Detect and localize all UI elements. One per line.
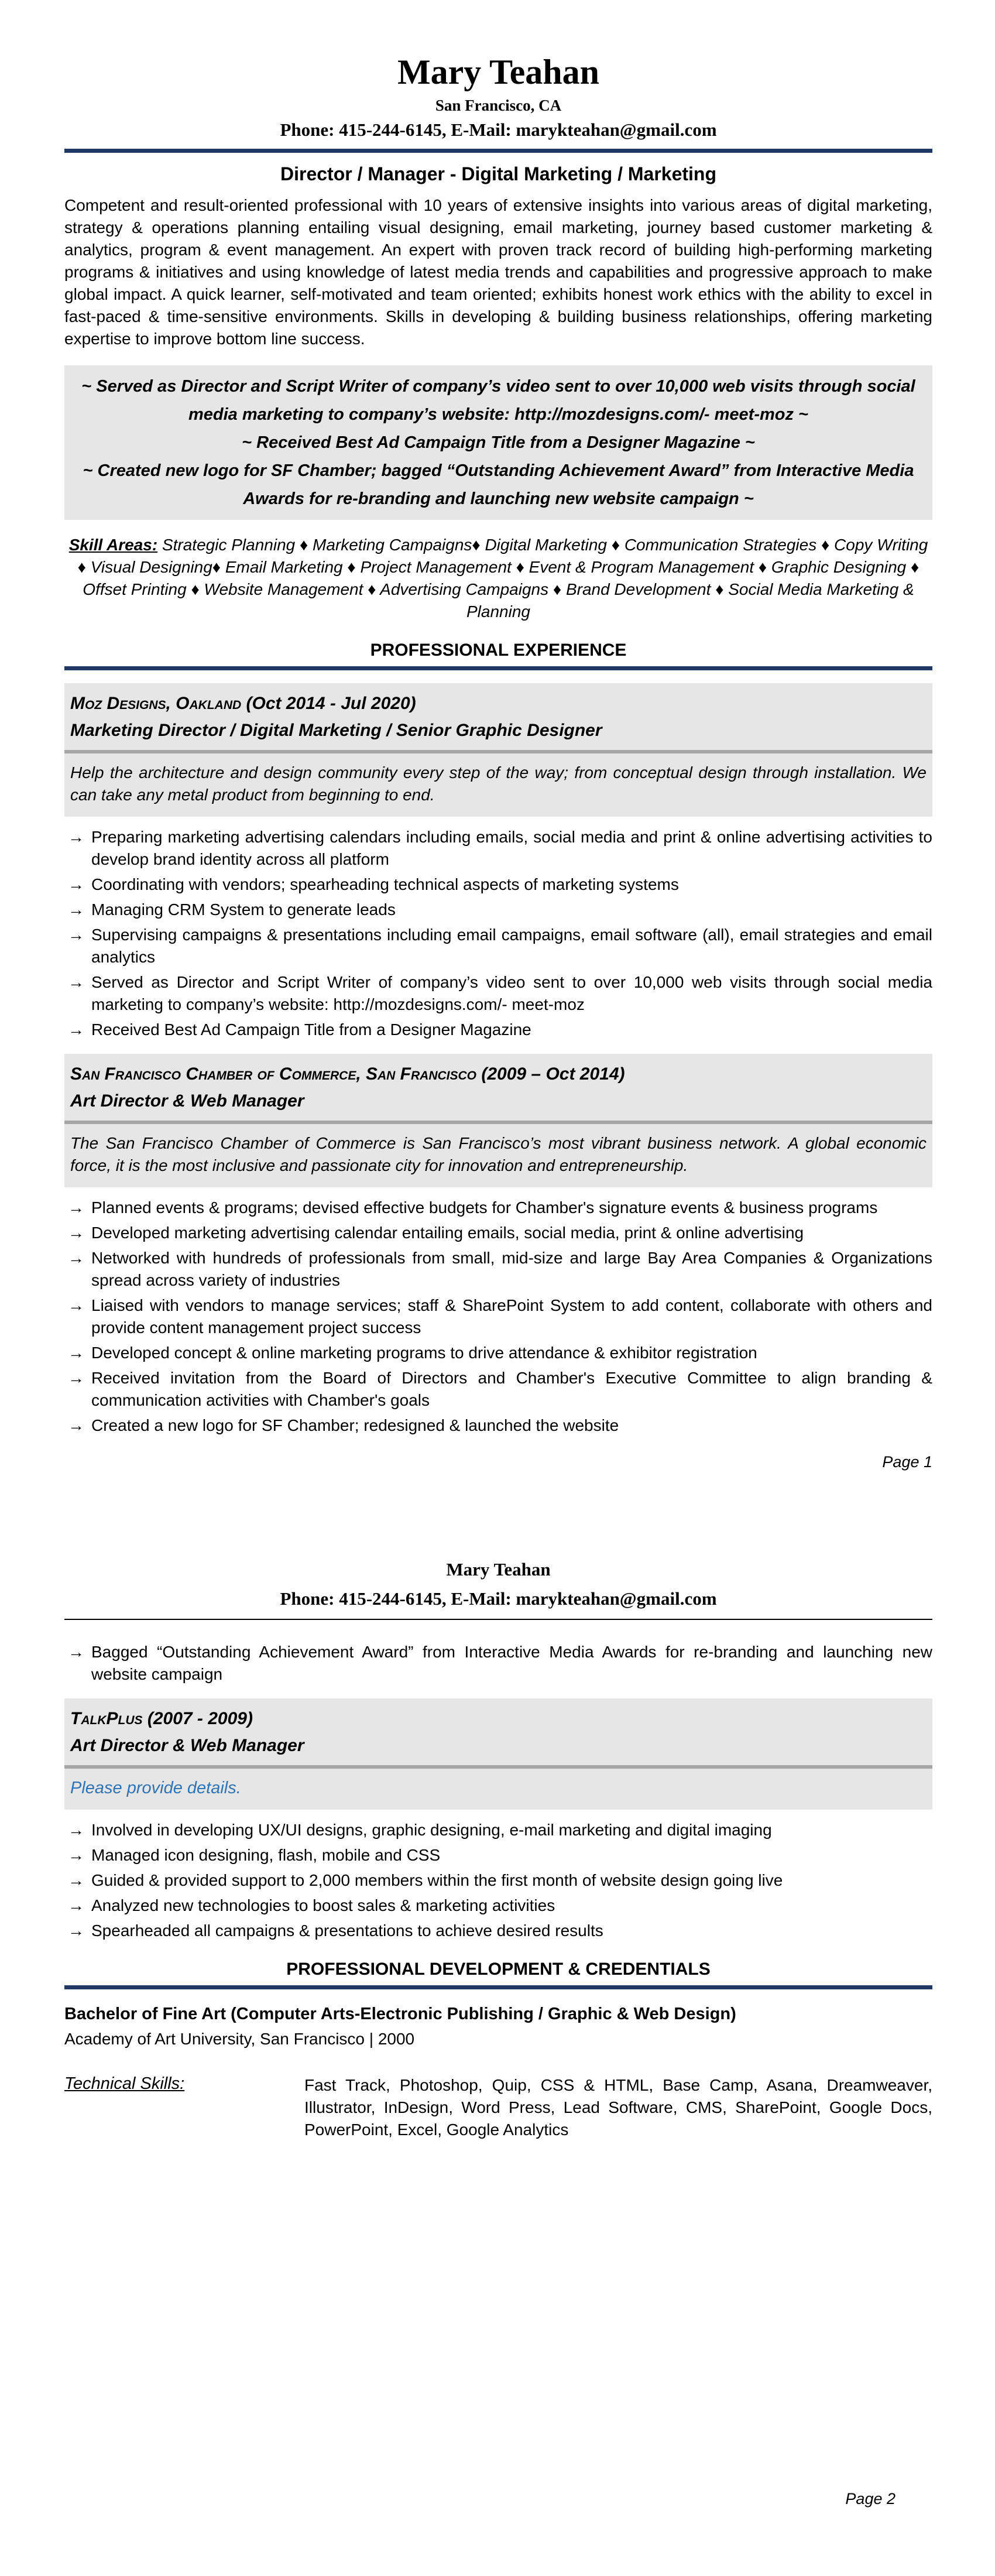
company-name: TalkPlus bbox=[70, 1709, 143, 1728]
bullet-item bbox=[64, 1920, 932, 1942]
bullet-text: Networked with hundreds of professionals from small, mid-size and large Bay Area Companies & Organizations spread across variety of industries bbox=[91, 1249, 932, 1289]
arrow-bullet-icon: → bbox=[68, 875, 84, 893]
bullet-text: Developed concept & online marketing programs to drive attendance & exhibitor registration bbox=[91, 1344, 757, 1362]
company-dates: (2007 - 2009) bbox=[147, 1709, 253, 1728]
bullet-text: Served as Director and Script Writer of company’s video sent to over 10,000 web visits through social media marketing to company’s website: http://mozdesigns.com/- meet-moz bbox=[91, 973, 932, 1013]
bullet-text: Planned events & programs; devised effective budgets for Chamber's signature events & business programs bbox=[91, 1198, 878, 1217]
company-line bbox=[70, 690, 927, 717]
arrow-bullet-icon: → bbox=[68, 1416, 84, 1434]
bullet-text: Analyzed new technologies to boost sales & marketing activities bbox=[91, 1896, 555, 1914]
bullet-text: Managing CRM System to generate leads bbox=[91, 900, 396, 919]
job-bullet-list bbox=[64, 1197, 932, 1437]
arrow-bullet-icon: → bbox=[68, 1296, 84, 1314]
contact-line: Phone: 415-244-6145, E-Mail: marykteahan@gmail.com bbox=[280, 119, 717, 140]
bullet-text: Received invitation from the Board of Directors and Chamber's Executive Committee to align branding & communication activities with Chamber's goals bbox=[91, 1369, 932, 1409]
arrow-bullet-icon: → bbox=[68, 973, 84, 991]
job-role: Marketing Director / Digital Marketing / Senior Graphic Designer bbox=[70, 721, 602, 740]
bullet-text: Managed icon designing, flash, mobile and CSS bbox=[91, 1846, 441, 1864]
resume-title: Director / Manager - Digital Marketing / Marketing bbox=[280, 163, 717, 184]
company-description: The San Francisco Chamber of Commerce is San Francisco’s most vibrant business network. A global economic force, it is the most inclusive and passionate city for innovation and entrepreneurship. bbox=[70, 1134, 927, 1174]
company-dates: (Oct 2014 - Jul 2020) bbox=[246, 694, 416, 713]
candidate-location: San Francisco, CA bbox=[435, 97, 562, 114]
job-header-sf-chamber bbox=[64, 1054, 932, 1187]
arrow-bullet-icon: → bbox=[68, 900, 84, 919]
arrow-bullet-icon: → bbox=[68, 828, 84, 846]
bullet-item bbox=[64, 1367, 932, 1412]
section-heading-development: PROFESSIONAL DEVELOPMENT & CREDENTIALS bbox=[286, 1960, 711, 1979]
arrow-bullet-icon: → bbox=[68, 1896, 84, 1914]
job-role: Art Director & Web Manager bbox=[70, 1736, 304, 1755]
achievement-line: ~ Served as Director and Script Writer of company’s video sent to over 10,000 web visits through social media marketing to company’s website: http://mozdesigns.com/- meet-moz ~ bbox=[81, 377, 915, 424]
arrow-bullet-icon: → bbox=[68, 1224, 84, 1242]
achievement-line: ~ Created new logo for SF Chamber; bagged “Outstanding Achievement Award” from Interactive Media Awards for re-branding and launching new website campaign ~ bbox=[83, 461, 914, 508]
company-name: Moz Designs, Oakland bbox=[70, 694, 242, 713]
bullet-text: Received Best Ad Campaign Title from a Designer Magazine bbox=[91, 1020, 531, 1039]
job-header-talkplus bbox=[64, 1698, 932, 1810]
job-title-block bbox=[64, 1054, 932, 1121]
skill-areas bbox=[64, 534, 932, 623]
section-divider bbox=[64, 1985, 932, 1989]
bullet-item bbox=[64, 1197, 932, 1219]
bullet-item bbox=[64, 1844, 932, 1866]
section-heading-experience: PROFESSIONAL EXPERIENCE bbox=[370, 640, 627, 660]
bullet-text: Preparing marketing advertising calendars including emails, social media and print & online advertising activities to develop brand identity across all platform bbox=[91, 828, 932, 868]
job-title-block bbox=[64, 683, 932, 750]
bullet-item bbox=[64, 924, 932, 968]
bullet-text: Created a new logo for SF Chamber; redesigned & launched the website bbox=[91, 1416, 619, 1434]
company-line bbox=[70, 1705, 927, 1732]
company-dates: (2009 – Oct 2014) bbox=[481, 1064, 625, 1084]
bullet-item bbox=[64, 1247, 932, 1292]
arrow-bullet-icon: → bbox=[68, 1249, 84, 1267]
bullet-text: Guided & provided support to 2,000 members within the first month of website design going live bbox=[91, 1871, 783, 1889]
arrow-bullet-icon: → bbox=[68, 1871, 84, 1889]
candidate-name-page2: Mary Teahan bbox=[446, 1559, 551, 1580]
bullet-item bbox=[64, 1294, 932, 1339]
job-role: Art Director & Web Manager bbox=[70, 1091, 304, 1111]
bullet-item bbox=[64, 1342, 932, 1364]
technical-skills-list: Fast Track, Photoshop, Quip, CSS & HTML, Base Camp, Asana, Dreamweaver, Illustrator, InDesign, Word Press, Lead Software, CMS, SharePoint, Google Docs, PowerPoint, Excel, Google Analytics bbox=[304, 2076, 932, 2139]
candidate-name: Mary Teahan bbox=[397, 53, 600, 91]
skill-areas-label: Skill Areas: bbox=[68, 536, 158, 554]
placeholder-note: Please provide details. bbox=[70, 1779, 241, 1797]
job-header-moz-designs bbox=[64, 683, 932, 817]
job-title-block bbox=[64, 1698, 932, 1765]
technical-skills-label: Technical Skills: bbox=[64, 2074, 185, 2093]
summary-paragraph: Competent and result-oriented professional with 10 years of extensive insights into various areas of digital marketing, strategy & operations planning entailing visual designing, email marketing, journey based customer marketing & analytics, program & event management. An expert with proven track record of building high-performing marketing programs & initiatives and using knowledge of latest media trends and capabilities and progressive approach to make global impact. A quick learner, self-motivated and team oriented; exhibits honest work ethics with the ability to excel in fast-paced & time-sensitive environments. Skills in developing & building business relationships, offering marketing expertise to improve bottom line success. bbox=[64, 196, 932, 348]
arrow-bullet-icon: → bbox=[68, 1344, 84, 1362]
bullet-text: Liaised with vendors to manage services; staff & SharePoint System to add content, collaborate with others and provide content management project success bbox=[91, 1296, 932, 1337]
skill-areas-list: Strategic Planning ♦ Marketing Campaigns♦ Digital Marketing ♦ Communication Strategies ♦ Copy Writing ♦ Visual Designing♦ Email Marketing ♦ Project Management ♦ Event & Program Management ♦ Graphic Designing ♦ Offset Printing ♦ Website Management ♦ Advertising Campaigns ♦ Brand Development ♦ Social Media Marketing & Planning bbox=[77, 536, 928, 621]
bullet-text: Supervising campaigns & presentations including email campaigns, email software (all), email strategies and email analytics bbox=[91, 926, 932, 966]
school-line: Academy of Art University, San Francisco | 2000 bbox=[64, 2030, 415, 2048]
job-bullet-list bbox=[64, 826, 932, 1041]
header-divider bbox=[64, 149, 932, 153]
degree-line: Bachelor of Fine Art (Computer Arts-Electronic Publishing / Graphic & Web Design) bbox=[64, 2005, 736, 2023]
company-description: Help the architecture and design community every step of the way; from conceptual design through installation. We can take any metal product from beginning to end. bbox=[70, 763, 927, 804]
technical-skills-row bbox=[64, 2074, 932, 2141]
bullet-item bbox=[64, 1641, 932, 1686]
arrow-bullet-icon: → bbox=[68, 1369, 84, 1387]
carryover-bullet-list bbox=[64, 1641, 932, 1686]
achievement-line: ~ Received Best Ad Campaign Title from a Designer Magazine ~ bbox=[242, 433, 755, 452]
arrow-bullet-icon: → bbox=[68, 1846, 84, 1864]
bullet-item bbox=[64, 873, 932, 896]
bullet-text: Developed marketing advertising calendar entailing emails, social media, print & online advertising bbox=[91, 1224, 804, 1242]
company-line bbox=[70, 1061, 927, 1088]
bullet-text: Bagged “Outstanding Achievement Award” from Interactive Media Awards for re-branding and launching new website campaign bbox=[91, 1643, 932, 1683]
bullet-item bbox=[64, 971, 932, 1016]
arrow-bullet-icon: → bbox=[68, 1020, 84, 1039]
arrow-bullet-icon: → bbox=[68, 1198, 84, 1217]
arrow-bullet-icon: → bbox=[68, 1643, 84, 1661]
page-1-footer: Page 1 bbox=[882, 1453, 932, 1471]
arrow-bullet-icon: → bbox=[68, 1921, 84, 1940]
bullet-item bbox=[64, 899, 932, 921]
company-name: San Francisco Chamber of Commerce, San Francisco bbox=[70, 1064, 477, 1084]
bullet-item bbox=[64, 1869, 932, 1892]
section-divider bbox=[64, 666, 932, 670]
bullet-item bbox=[64, 1222, 932, 1244]
achievements-box bbox=[64, 365, 932, 520]
job-bullet-list bbox=[64, 1819, 932, 1942]
bullet-text: Spearheaded all campaigns & presentations to achieve desired results bbox=[91, 1921, 603, 1940]
bullet-item bbox=[64, 1414, 932, 1437]
bullet-text: Involved in developing UX/UI designs, graphic designing, e-mail marketing and digital imaging bbox=[91, 1821, 772, 1839]
page2-header-divider bbox=[64, 1619, 932, 1620]
bullet-item bbox=[64, 1819, 932, 1841]
contact-line-page2: Phone: 415-244-6145, E-Mail: marykteahan@gmail.com bbox=[280, 1588, 717, 1609]
bullet-text: Coordinating with vendors; spearheading technical aspects of marketing systems bbox=[91, 875, 679, 893]
bullet-item bbox=[64, 826, 932, 871]
bullet-item bbox=[64, 1895, 932, 1917]
arrow-bullet-icon: → bbox=[68, 926, 84, 944]
arrow-bullet-icon: → bbox=[68, 1821, 84, 1839]
bullet-item bbox=[64, 1019, 932, 1041]
page-2-footer: Page 2 bbox=[845, 2490, 896, 2508]
